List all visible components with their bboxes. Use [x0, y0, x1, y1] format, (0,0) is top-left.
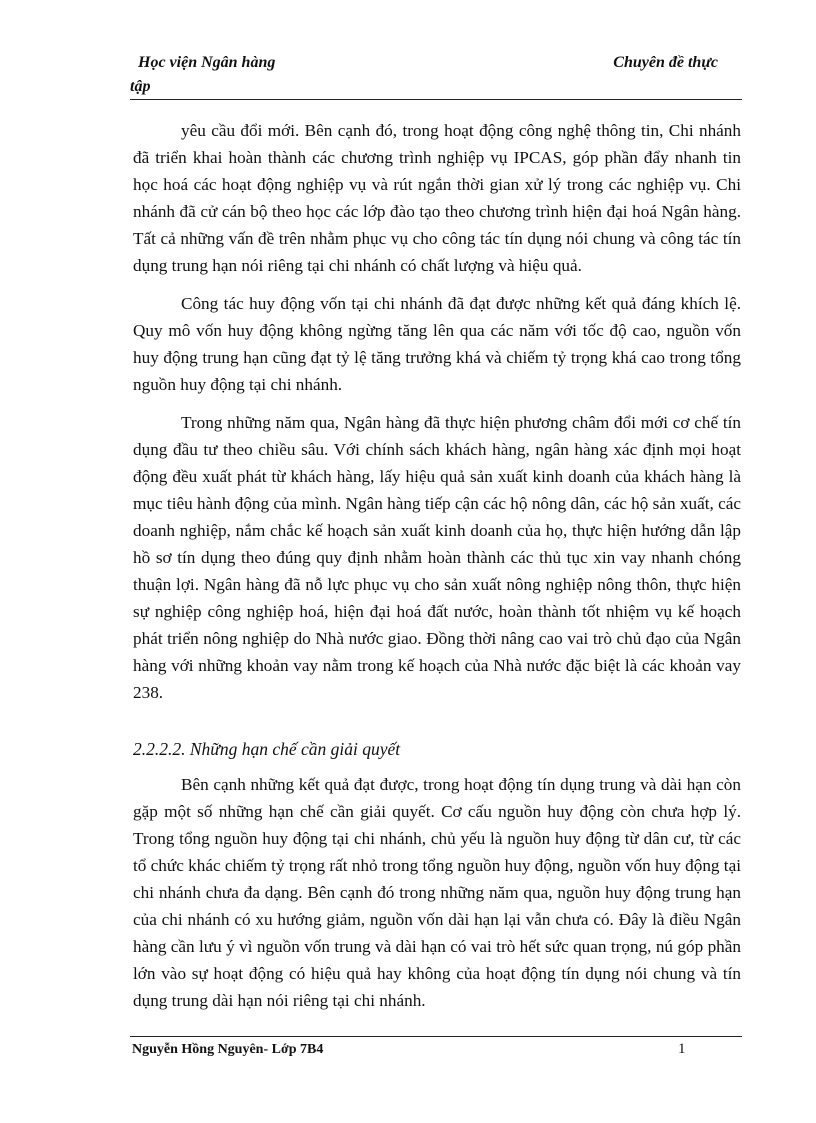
section-heading: 2.2.2.2. Những hạn chế cần giải quyết [133, 739, 401, 759]
header-institution-continued: tập [130, 78, 151, 95]
page-header [130, 52, 742, 100]
header-institution: Học viện Ngân hàng [138, 54, 276, 71]
document-body [133, 117, 741, 1025]
paragraph-1: yêu cầu đổi mới. Bên cạnh đó, trong hoạt động công nghệ thông tin, Chi nhánh đã triển khai hoàn thành các chương trình nghiệp vụ IPCAS, góp phần đẩy nhanh tin học hoá các hoạt động nghiệp vụ và rút ngắn thời gian xử lý trong các nghiệp vụ. Chi nhánh đã cử cán bộ theo học các lớp đào tạo theo chương trình hiện đại hoá Ngân hàng. Tất cả những vấn đề trên nhằm phục vụ cho công tác tín dụng nói chung và công tác tín dụng trung hạn nói riêng tại chi nhánh có chất lượng và hiệu quả. [133, 121, 741, 275]
section-paragraph: Bên cạnh những kết quả đạt được, trong hoạt động tín dụng trung và dài hạn còn gặp một số những hạn chế cần giải quyết. Cơ cấu nguồn huy động còn chưa hợp lý. Trong tổng nguồn huy động tại chi nhánh, chủ yếu là nguồn huy động từ dân cư, từ các tổ chức khác chiếm tỷ trọng rất nhỏ trong tổng nguồn huy động, nguồn vốn huy động tại chi nhánh chưa đa dạng. Bên cạnh đó trong những năm qua, nguồn huy động trung hạn của chi nhánh có xu hướng giảm, nguồn vốn dài hạn lại vẫn chưa có. Đây là điều Ngân hàng cần lưu ý vì nguồn vốn trung và dài hạn có vai trò hết sức quan trọng, nú góp phần lớn vào sự hoạt động có hiệu quả hay không của hoạt động tín dụng nói chung và tín dụng trung dài hạn nói riêng tại chi nhánh. [133, 775, 741, 1010]
header-divider [130, 99, 742, 100]
paragraph-3: Trong những năm qua, Ngân hàng đã thực hiện phương châm đổi mới cơ chế tín dụng đầu tư theo chiều sâu. Với chính sách khách hàng, ngân hàng xác định mọi hoạt động đều xuất phát từ khách hàng, lấy hiệu quả sản xuất kinh doanh của khách hàng là mục tiêu hành động của mình. Ngân hàng tiếp cận các hộ nông dân, các hộ sản xuất, các doanh nghiệp, nắm chắc kế hoạch sản xuất kinh doanh của họ, thực hiện hướng dẫn lập hồ sơ tín dụng theo đúng quy định nhằm hoàn thành các thủ tục xin vay nhanh chóng thuận lợi. Ngân hàng đã nỗ lực phục vụ cho sản xuất nông nghiệp nông thôn, thực hiện sự nghiệp công nghiệp hoá, hiện đại hoá đất nước, hoàn thành tốt nhiệm vụ kế hoạch phát triển nông nghiệp do Nhà nước giao. Đồng thời nâng cao vai trò chủ đạo của Ngân hàng với những khoản vay nằm trong kế hoạch của Nhà nước đặc biệt là các khoản vay 238. [133, 413, 741, 702]
page-number: 1 [678, 1041, 686, 1057]
footer-divider [130, 1036, 742, 1037]
footer-author: Nguyễn Hồng Nguyên- Lớp 7B4 [132, 1042, 324, 1057]
paragraph-2: Công tác huy động vốn tại chi nhánh đã đạt được những kết quả đáng khích lệ. Quy mô vốn huy động không ngừng tăng lên qua các năm với tốc độ cao, nguồn vốn huy động trung hạn cũng đạt tỷ lệ tăng trưởng khá và chiếm tỷ trọng khá cao trong tổng nguồn huy động tại chi nhánh. [133, 294, 741, 394]
header-document-type: Chuyên đề thực [613, 54, 718, 71]
